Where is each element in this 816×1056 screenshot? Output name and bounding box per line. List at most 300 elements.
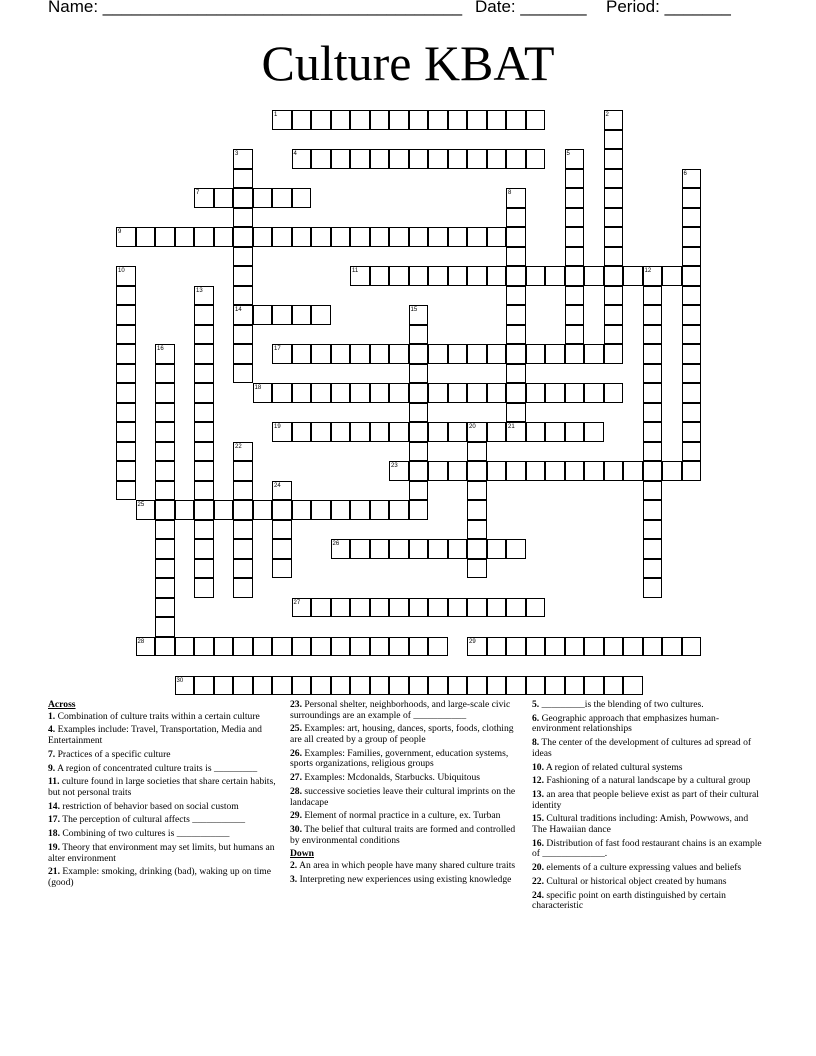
grid-cell[interactable] bbox=[233, 364, 253, 384]
grid-cell[interactable] bbox=[682, 422, 702, 442]
grid-cell[interactable] bbox=[292, 227, 312, 247]
grid-cell[interactable] bbox=[389, 110, 409, 130]
grid-cell[interactable] bbox=[311, 500, 331, 520]
grid-cell[interactable] bbox=[331, 110, 351, 130]
grid-cell[interactable] bbox=[311, 637, 331, 657]
grid-cell[interactable] bbox=[487, 598, 507, 618]
grid-cell[interactable] bbox=[272, 227, 292, 247]
grid-cell[interactable] bbox=[253, 500, 273, 520]
grid-cell[interactable] bbox=[409, 344, 429, 364]
grid-cell[interactable] bbox=[467, 344, 487, 364]
grid-cell[interactable] bbox=[409, 481, 429, 501]
grid-cell[interactable] bbox=[565, 208, 585, 228]
grid-cell[interactable] bbox=[370, 227, 390, 247]
grid-cell[interactable] bbox=[682, 364, 702, 384]
grid-cell[interactable] bbox=[506, 208, 526, 228]
grid-cell[interactable] bbox=[389, 227, 409, 247]
grid-cell[interactable] bbox=[233, 520, 253, 540]
grid-cell[interactable] bbox=[467, 520, 487, 540]
grid-cell[interactable] bbox=[311, 422, 331, 442]
grid-cell[interactable] bbox=[604, 130, 624, 150]
grid-cell[interactable] bbox=[604, 149, 624, 169]
grid-cell[interactable] bbox=[155, 442, 175, 462]
grid-cell[interactable] bbox=[643, 344, 663, 364]
grid-cell[interactable] bbox=[292, 500, 312, 520]
grid-cell[interactable] bbox=[214, 637, 234, 657]
grid-cell[interactable] bbox=[565, 383, 585, 403]
grid-cell[interactable] bbox=[643, 500, 663, 520]
grid-cell[interactable] bbox=[565, 305, 585, 325]
grid-cell[interactable] bbox=[233, 481, 253, 501]
grid-cell[interactable] bbox=[233, 305, 253, 325]
grid-cell[interactable] bbox=[467, 481, 487, 501]
grid-cell[interactable] bbox=[506, 305, 526, 325]
grid-cell[interactable] bbox=[409, 676, 429, 696]
grid-cell[interactable] bbox=[487, 539, 507, 559]
grid-cell[interactable] bbox=[233, 500, 253, 520]
grid-cell[interactable] bbox=[350, 149, 370, 169]
grid-cell[interactable] bbox=[643, 481, 663, 501]
grid-cell[interactable] bbox=[409, 422, 429, 442]
grid-cell[interactable] bbox=[389, 461, 409, 481]
grid-cell[interactable] bbox=[233, 208, 253, 228]
grid-cell[interactable] bbox=[506, 403, 526, 423]
grid-cell[interactable] bbox=[409, 539, 429, 559]
grid-cell[interactable] bbox=[389, 344, 409, 364]
grid-cell[interactable] bbox=[311, 598, 331, 618]
grid-cell[interactable] bbox=[350, 383, 370, 403]
grid-cell[interactable] bbox=[155, 461, 175, 481]
grid-cell[interactable] bbox=[526, 110, 546, 130]
grid-cell[interactable] bbox=[604, 461, 624, 481]
grid-cell[interactable] bbox=[253, 305, 273, 325]
grid-cell[interactable] bbox=[136, 227, 156, 247]
grid-cell[interactable] bbox=[253, 676, 273, 696]
grid-cell[interactable] bbox=[662, 637, 682, 657]
grid-cell[interactable] bbox=[604, 188, 624, 208]
grid-cell[interactable] bbox=[487, 149, 507, 169]
grid-cell[interactable] bbox=[331, 500, 351, 520]
grid-cell[interactable] bbox=[604, 266, 624, 286]
grid-cell[interactable] bbox=[682, 461, 702, 481]
grid-cell[interactable] bbox=[682, 403, 702, 423]
grid-cell[interactable] bbox=[506, 461, 526, 481]
grid-cell[interactable] bbox=[409, 383, 429, 403]
grid-cell[interactable] bbox=[155, 559, 175, 579]
grid-cell[interactable] bbox=[448, 227, 468, 247]
grid-cell[interactable] bbox=[682, 188, 702, 208]
grid-cell[interactable] bbox=[467, 500, 487, 520]
grid-cell[interactable] bbox=[389, 598, 409, 618]
grid-cell[interactable] bbox=[331, 422, 351, 442]
grid-cell[interactable] bbox=[506, 383, 526, 403]
grid-cell[interactable] bbox=[604, 227, 624, 247]
grid-cell[interactable] bbox=[292, 383, 312, 403]
grid-cell[interactable] bbox=[506, 227, 526, 247]
grid-cell[interactable] bbox=[545, 344, 565, 364]
grid-cell[interactable] bbox=[448, 110, 468, 130]
grid-cell[interactable] bbox=[272, 305, 292, 325]
grid-cell[interactable] bbox=[116, 442, 136, 462]
grid-cell[interactable] bbox=[155, 227, 175, 247]
grid-cell[interactable] bbox=[604, 676, 624, 696]
grid-cell[interactable] bbox=[565, 188, 585, 208]
grid-cell[interactable] bbox=[175, 637, 195, 657]
grid-cell[interactable] bbox=[565, 286, 585, 306]
grid-cell[interactable] bbox=[448, 344, 468, 364]
grid-cell[interactable] bbox=[175, 227, 195, 247]
grid-cell[interactable] bbox=[272, 676, 292, 696]
grid-cell[interactable] bbox=[311, 110, 331, 130]
grid-cell[interactable] bbox=[116, 344, 136, 364]
grid-cell[interactable] bbox=[233, 637, 253, 657]
grid-cell[interactable] bbox=[448, 539, 468, 559]
grid-cell[interactable] bbox=[506, 286, 526, 306]
grid-cell[interactable] bbox=[682, 227, 702, 247]
grid-cell[interactable] bbox=[331, 676, 351, 696]
grid-cell[interactable] bbox=[194, 461, 214, 481]
grid-cell[interactable] bbox=[448, 383, 468, 403]
grid-cell[interactable] bbox=[428, 266, 448, 286]
grid-cell[interactable] bbox=[662, 266, 682, 286]
grid-cell[interactable] bbox=[194, 422, 214, 442]
grid-cell[interactable] bbox=[350, 539, 370, 559]
grid-cell[interactable] bbox=[428, 227, 448, 247]
grid-cell[interactable] bbox=[643, 286, 663, 306]
grid-cell[interactable] bbox=[194, 578, 214, 598]
grid-cell[interactable] bbox=[311, 149, 331, 169]
grid-cell[interactable] bbox=[233, 247, 253, 267]
grid-cell[interactable] bbox=[409, 403, 429, 423]
grid-cell[interactable] bbox=[506, 422, 526, 442]
grid-cell[interactable] bbox=[370, 383, 390, 403]
grid-cell[interactable] bbox=[526, 266, 546, 286]
grid-cell[interactable] bbox=[194, 383, 214, 403]
grid-cell[interactable] bbox=[487, 383, 507, 403]
grid-cell[interactable] bbox=[116, 325, 136, 345]
grid-cell[interactable] bbox=[311, 227, 331, 247]
grid-cell[interactable] bbox=[350, 422, 370, 442]
grid-cell[interactable] bbox=[487, 227, 507, 247]
grid-cell[interactable] bbox=[116, 305, 136, 325]
grid-cell[interactable] bbox=[155, 500, 175, 520]
grid-cell[interactable] bbox=[643, 325, 663, 345]
grid-cell[interactable] bbox=[428, 110, 448, 130]
grid-cell[interactable] bbox=[545, 422, 565, 442]
grid-cell[interactable] bbox=[311, 383, 331, 403]
grid-cell[interactable] bbox=[214, 227, 234, 247]
grid-cell[interactable] bbox=[155, 637, 175, 657]
grid-cell[interactable] bbox=[409, 149, 429, 169]
grid-cell[interactable] bbox=[604, 325, 624, 345]
grid-cell[interactable] bbox=[604, 110, 624, 130]
grid-cell[interactable] bbox=[409, 442, 429, 462]
grid-cell[interactable] bbox=[409, 325, 429, 345]
grid-cell[interactable] bbox=[389, 539, 409, 559]
grid-cell[interactable] bbox=[409, 266, 429, 286]
grid-cell[interactable] bbox=[506, 149, 526, 169]
grid-cell[interactable] bbox=[682, 286, 702, 306]
grid-cell[interactable] bbox=[428, 637, 448, 657]
grid-cell[interactable] bbox=[194, 676, 214, 696]
grid-cell[interactable] bbox=[272, 637, 292, 657]
grid-cell[interactable] bbox=[233, 169, 253, 189]
grid-cell[interactable] bbox=[565, 247, 585, 267]
grid-cell[interactable] bbox=[350, 500, 370, 520]
grid-cell[interactable] bbox=[526, 422, 546, 442]
grid-cell[interactable] bbox=[604, 208, 624, 228]
grid-cell[interactable] bbox=[194, 539, 214, 559]
grid-cell[interactable] bbox=[116, 364, 136, 384]
grid-cell[interactable] bbox=[467, 637, 487, 657]
grid-cell[interactable] bbox=[526, 149, 546, 169]
grid-cell[interactable] bbox=[565, 149, 585, 169]
grid-cell[interactable] bbox=[155, 520, 175, 540]
grid-cell[interactable] bbox=[389, 383, 409, 403]
grid-cell[interactable] bbox=[194, 305, 214, 325]
grid-cell[interactable] bbox=[565, 422, 585, 442]
grid-cell[interactable] bbox=[292, 110, 312, 130]
grid-cell[interactable] bbox=[331, 344, 351, 364]
grid-cell[interactable] bbox=[682, 169, 702, 189]
grid-cell[interactable] bbox=[545, 266, 565, 286]
grid-cell[interactable] bbox=[116, 481, 136, 501]
grid-cell[interactable] bbox=[272, 383, 292, 403]
grid-cell[interactable] bbox=[175, 676, 195, 696]
grid-cell[interactable] bbox=[350, 266, 370, 286]
grid-cell[interactable] bbox=[623, 266, 643, 286]
grid-cell[interactable] bbox=[116, 383, 136, 403]
grid-cell[interactable] bbox=[565, 676, 585, 696]
grid-cell[interactable] bbox=[428, 344, 448, 364]
grid-cell[interactable] bbox=[292, 422, 312, 442]
grid-cell[interactable] bbox=[409, 364, 429, 384]
grid-cell[interactable] bbox=[428, 461, 448, 481]
grid-cell[interactable] bbox=[643, 305, 663, 325]
grid-cell[interactable] bbox=[682, 305, 702, 325]
grid-cell[interactable] bbox=[506, 364, 526, 384]
grid-cell[interactable] bbox=[467, 110, 487, 130]
grid-cell[interactable] bbox=[370, 266, 390, 286]
grid-cell[interactable] bbox=[350, 344, 370, 364]
grid-cell[interactable] bbox=[233, 559, 253, 579]
grid-cell[interactable] bbox=[155, 578, 175, 598]
grid-cell[interactable] bbox=[194, 344, 214, 364]
grid-cell[interactable] bbox=[311, 344, 331, 364]
grid-cell[interactable] bbox=[155, 344, 175, 364]
grid-cell[interactable] bbox=[331, 539, 351, 559]
grid-cell[interactable] bbox=[233, 676, 253, 696]
grid-cell[interactable] bbox=[682, 383, 702, 403]
grid-cell[interactable] bbox=[584, 266, 604, 286]
grid-cell[interactable] bbox=[370, 637, 390, 657]
grid-cell[interactable] bbox=[623, 637, 643, 657]
grid-cell[interactable] bbox=[194, 520, 214, 540]
grid-cell[interactable] bbox=[506, 110, 526, 130]
grid-cell[interactable] bbox=[155, 403, 175, 423]
grid-cell[interactable] bbox=[194, 442, 214, 462]
grid-cell[interactable] bbox=[545, 637, 565, 657]
grid-cell[interactable] bbox=[292, 188, 312, 208]
grid-cell[interactable] bbox=[467, 383, 487, 403]
grid-cell[interactable] bbox=[506, 325, 526, 345]
grid-cell[interactable] bbox=[643, 442, 663, 462]
grid-cell[interactable] bbox=[545, 383, 565, 403]
grid-cell[interactable] bbox=[526, 383, 546, 403]
grid-cell[interactable] bbox=[467, 149, 487, 169]
grid-cell[interactable] bbox=[584, 344, 604, 364]
grid-cell[interactable] bbox=[194, 286, 214, 306]
grid-cell[interactable] bbox=[214, 188, 234, 208]
grid-cell[interactable] bbox=[136, 637, 156, 657]
grid-cell[interactable] bbox=[233, 344, 253, 364]
grid-cell[interactable] bbox=[233, 442, 253, 462]
grid-cell[interactable] bbox=[448, 598, 468, 618]
period-field-label[interactable]: Period: _______ bbox=[606, 0, 731, 16]
grid-cell[interactable] bbox=[662, 461, 682, 481]
grid-cell[interactable] bbox=[214, 676, 234, 696]
grid-cell[interactable] bbox=[545, 676, 565, 696]
grid-cell[interactable] bbox=[448, 149, 468, 169]
grid-cell[interactable] bbox=[584, 637, 604, 657]
grid-cell[interactable] bbox=[682, 208, 702, 228]
grid-cell[interactable] bbox=[389, 422, 409, 442]
grid-cell[interactable] bbox=[467, 266, 487, 286]
grid-cell[interactable] bbox=[428, 422, 448, 442]
grid-cell[interactable] bbox=[292, 676, 312, 696]
grid-cell[interactable] bbox=[467, 676, 487, 696]
grid-cell[interactable] bbox=[584, 676, 604, 696]
grid-cell[interactable] bbox=[389, 637, 409, 657]
grid-cell[interactable] bbox=[272, 110, 292, 130]
grid-cell[interactable] bbox=[487, 266, 507, 286]
grid-cell[interactable] bbox=[526, 676, 546, 696]
grid-cell[interactable] bbox=[272, 422, 292, 442]
grid-cell[interactable] bbox=[292, 598, 312, 618]
grid-cell[interactable] bbox=[253, 188, 273, 208]
grid-cell[interactable] bbox=[448, 266, 468, 286]
grid-cell[interactable] bbox=[506, 637, 526, 657]
grid-cell[interactable] bbox=[370, 149, 390, 169]
grid-cell[interactable] bbox=[428, 149, 448, 169]
grid-cell[interactable] bbox=[545, 461, 565, 481]
grid-cell[interactable] bbox=[682, 442, 702, 462]
grid-cell[interactable] bbox=[409, 637, 429, 657]
grid-cell[interactable] bbox=[233, 227, 253, 247]
grid-cell[interactable] bbox=[272, 539, 292, 559]
grid-cell[interactable] bbox=[487, 676, 507, 696]
grid-cell[interactable] bbox=[116, 227, 136, 247]
grid-cell[interactable] bbox=[116, 266, 136, 286]
grid-cell[interactable] bbox=[623, 676, 643, 696]
grid-cell[interactable] bbox=[643, 422, 663, 442]
grid-cell[interactable] bbox=[272, 520, 292, 540]
grid-cell[interactable] bbox=[214, 500, 234, 520]
grid-cell[interactable] bbox=[194, 403, 214, 423]
grid-cell[interactable] bbox=[370, 110, 390, 130]
grid-cell[interactable] bbox=[682, 247, 702, 267]
grid-cell[interactable] bbox=[370, 344, 390, 364]
grid-cell[interactable] bbox=[526, 461, 546, 481]
grid-cell[interactable] bbox=[233, 461, 253, 481]
grid-cell[interactable] bbox=[487, 461, 507, 481]
grid-cell[interactable] bbox=[506, 247, 526, 267]
grid-cell[interactable] bbox=[565, 461, 585, 481]
grid-cell[interactable] bbox=[233, 149, 253, 169]
grid-cell[interactable] bbox=[565, 266, 585, 286]
grid-cell[interactable] bbox=[682, 325, 702, 345]
grid-cell[interactable] bbox=[116, 286, 136, 306]
grid-cell[interactable] bbox=[155, 383, 175, 403]
grid-cell[interactable] bbox=[155, 364, 175, 384]
grid-cell[interactable] bbox=[194, 227, 214, 247]
grid-cell[interactable] bbox=[448, 676, 468, 696]
grid-cell[interactable] bbox=[194, 364, 214, 384]
grid-cell[interactable] bbox=[409, 500, 429, 520]
grid-cell[interactable] bbox=[565, 169, 585, 189]
grid-cell[interactable] bbox=[116, 403, 136, 423]
grid-cell[interactable] bbox=[487, 637, 507, 657]
grid-cell[interactable] bbox=[604, 344, 624, 364]
grid-cell[interactable] bbox=[155, 422, 175, 442]
grid-cell[interactable] bbox=[331, 227, 351, 247]
grid-cell[interactable] bbox=[565, 227, 585, 247]
grid-cell[interactable] bbox=[350, 598, 370, 618]
grid-cell[interactable] bbox=[389, 676, 409, 696]
grid-cell[interactable] bbox=[506, 539, 526, 559]
grid-cell[interactable] bbox=[643, 266, 663, 286]
grid-cell[interactable] bbox=[526, 637, 546, 657]
grid-cell[interactable] bbox=[350, 227, 370, 247]
grid-cell[interactable] bbox=[565, 344, 585, 364]
grid-cell[interactable] bbox=[350, 637, 370, 657]
grid-cell[interactable] bbox=[682, 266, 702, 286]
grid-cell[interactable] bbox=[194, 500, 214, 520]
grid-cell[interactable] bbox=[467, 559, 487, 579]
grid-cell[interactable] bbox=[506, 266, 526, 286]
grid-cell[interactable] bbox=[136, 500, 156, 520]
grid-cell[interactable] bbox=[194, 481, 214, 501]
grid-cell[interactable] bbox=[506, 598, 526, 618]
grid-cell[interactable] bbox=[565, 637, 585, 657]
grid-cell[interactable] bbox=[428, 539, 448, 559]
grid-cell[interactable] bbox=[643, 383, 663, 403]
grid-cell[interactable] bbox=[467, 422, 487, 442]
grid-cell[interactable] bbox=[604, 169, 624, 189]
grid-cell[interactable] bbox=[448, 461, 468, 481]
grid-cell[interactable] bbox=[331, 149, 351, 169]
grid-cell[interactable] bbox=[604, 637, 624, 657]
grid-cell[interactable] bbox=[350, 676, 370, 696]
grid-cell[interactable] bbox=[506, 188, 526, 208]
grid-cell[interactable] bbox=[506, 676, 526, 696]
grid-cell[interactable] bbox=[643, 520, 663, 540]
grid-cell[interactable] bbox=[409, 598, 429, 618]
grid-cell[interactable] bbox=[370, 422, 390, 442]
grid-cell[interactable] bbox=[272, 559, 292, 579]
name-field-label[interactable]: Name: ______________________________________ bbox=[48, 0, 463, 16]
grid-cell[interactable] bbox=[682, 637, 702, 657]
grid-cell[interactable] bbox=[370, 598, 390, 618]
grid-cell[interactable] bbox=[233, 539, 253, 559]
grid-cell[interactable] bbox=[506, 344, 526, 364]
grid-cell[interactable] bbox=[292, 305, 312, 325]
grid-cell[interactable] bbox=[331, 598, 351, 618]
grid-cell[interactable] bbox=[311, 676, 331, 696]
grid-cell[interactable] bbox=[428, 676, 448, 696]
grid-cell[interactable] bbox=[116, 422, 136, 442]
grid-cell[interactable] bbox=[584, 383, 604, 403]
